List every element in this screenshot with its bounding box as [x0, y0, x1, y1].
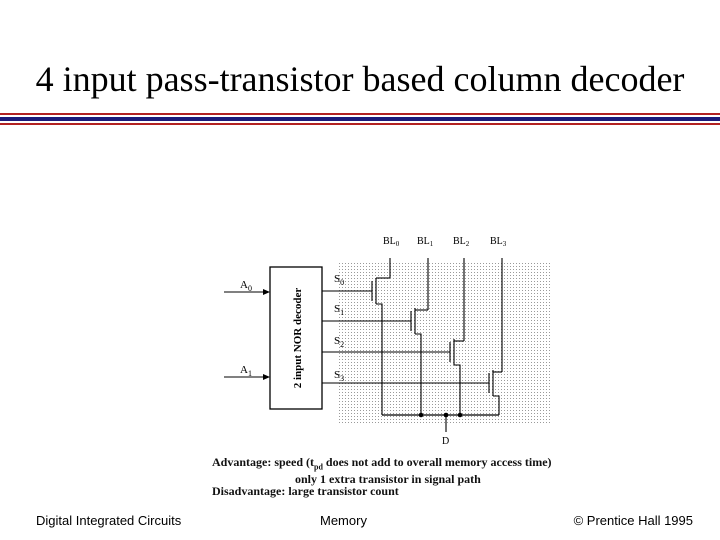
select-label-s0: $S_0$	[334, 273, 345, 287]
select-label-s3: $S_3$	[334, 369, 345, 383]
select-label-s1: $S_1$	[334, 303, 345, 317]
memory-array-region	[338, 263, 552, 423]
advantage-line: Advantage: speed ($t_{pd}$ does not add to overall memory access time)	[212, 455, 552, 472]
disadvantage-line: Disadvantage: large transistor count	[212, 484, 399, 499]
bitline-label-bl3: $BL_3$	[490, 236, 507, 248]
footer-left: Digital Integrated Circuits	[36, 513, 182, 528]
input-a0-arrow	[263, 289, 270, 295]
output-label: D	[442, 436, 450, 447]
bus-node-3	[458, 413, 463, 418]
input-a1-arrow	[263, 374, 270, 380]
bus-node-1	[419, 413, 424, 418]
footer-right: © Prentice Hall 1995	[573, 513, 693, 528]
title-rule-bottom	[0, 123, 720, 125]
input-a0-label: $A_0$	[240, 279, 252, 293]
advantage-line-2: only 1 extra transistor in signal path	[295, 472, 481, 487]
decoder-label: 2 input NOR decoder	[292, 287, 304, 389]
footer-center: Memory	[320, 513, 367, 528]
select-label-s2: $S_2$	[334, 335, 345, 349]
bitline-label-bl0: $BL_0$	[383, 236, 400, 248]
slide-title: 4 input pass-transistor based column decoder	[35, 59, 685, 99]
column-decoder-diagram	[210, 230, 560, 450]
input-a1-label: $A_1$	[240, 364, 252, 378]
title-rule-top	[0, 113, 720, 115]
bitline-label-bl1: $BL_1$	[417, 236, 434, 248]
title-rule-middle	[0, 117, 720, 121]
notes-block	[212, 456, 552, 497]
bitline-label-bl2: $BL_2$	[453, 236, 470, 248]
bus-node-2	[444, 413, 449, 418]
